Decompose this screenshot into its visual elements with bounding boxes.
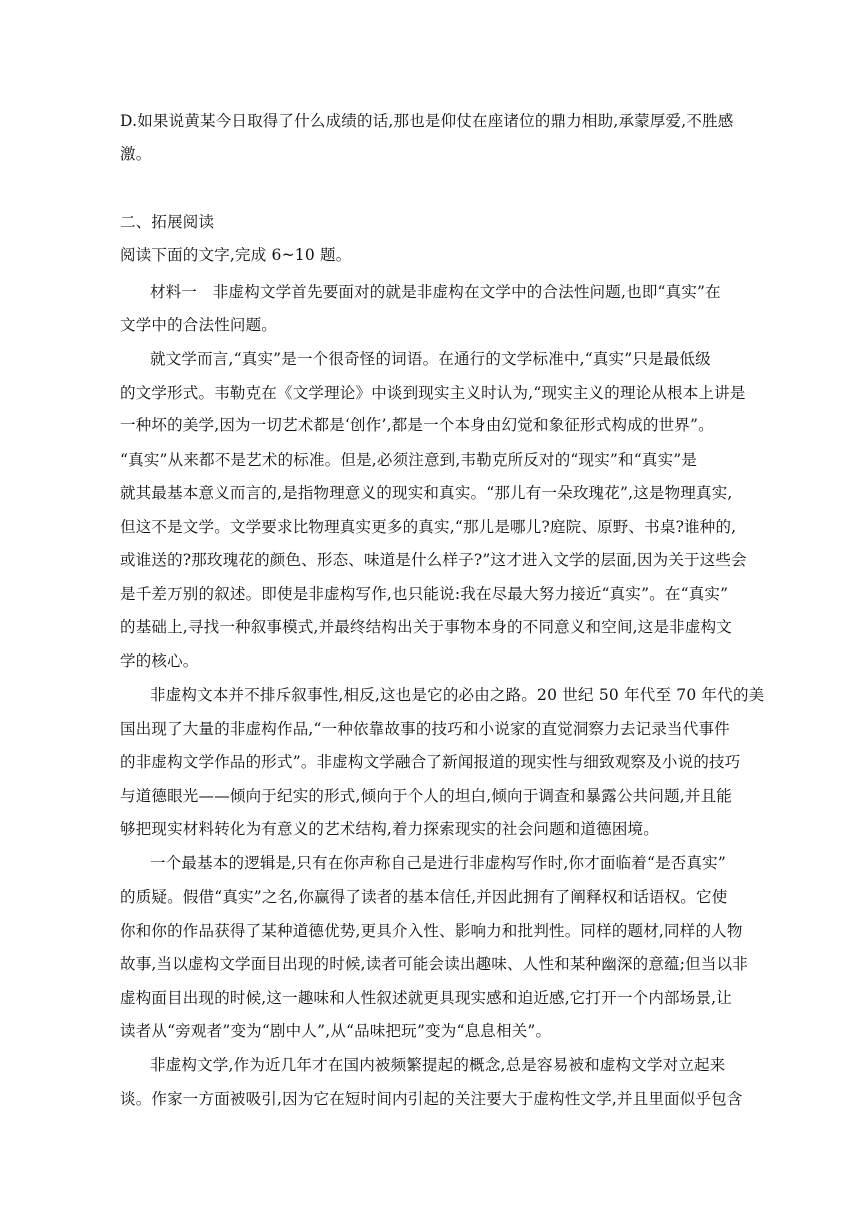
article-line: 学的核心。	[120, 652, 199, 670]
article-line: 一种坏的美学,因为一切艺术都是‘创作’,都是一个本身由幻觉和象征形式构成的世界”。	[120, 416, 714, 434]
article-line: 与道德眼光——倾向于纪实的形式,倾向于个人的坦白,倾向于调查和暴露公共问题,并且能	[120, 787, 732, 805]
article-line: 谈。作家一方面被吸引,因为它在短时间内引起的关注要大于虚构性文学,并且里面似乎包含	[120, 1090, 743, 1108]
article-line: 但这不是文学。文学要求比物理真实更多的真实,“那儿是哪儿?庭院、原野、书桌?谁种的,	[120, 518, 737, 536]
article-line: 够把现实材料转化为有意义的艺术结构,着力探索现实的社会问题和道德困境。	[120, 820, 659, 838]
article-line: 故事,当以虚构文学面目出现的时候,读者可能会读出趣味、人性和某种幽深的意蕴;但当以非	[120, 955, 748, 973]
article-line: “真实”从来都不是艺术的标准。但是,必须注意到,韦勒克所反对的“现实”和“真实”是	[120, 451, 698, 469]
article-line: 的文学形式。韦勒克在《文学理论》中谈到现实主义时认为,“现实主义的理论从根本上讲是	[120, 384, 746, 402]
article-line: 就文学而言,“真实”是一个很奇怪的词语。在通行的文学标准中,“真实”只是最低级	[150, 350, 711, 368]
section-heading: 二、拓展阅读	[120, 213, 215, 231]
article-line: 材料一 非虚构文学首先要面对的就是非虚构在文学中的合法性问题,也即“真实”在	[150, 283, 721, 301]
article-line: 文学中的合法性问题。	[120, 316, 278, 334]
article-line: 的基础上,寻找一种叙事模式,并最终结构出关于事物本身的不同意义和空间,这是非虚构文	[120, 618, 732, 636]
article-line: 就其最基本意义而言的,是指物理意义的现实和真实。“那儿有一朵玫瑰花”,这是物理真实,	[120, 484, 733, 502]
article-line: 你和你的作品获得了某种道德优势,更具介入性、影响力和批判性。同样的题材,同样的人物	[120, 922, 743, 940]
article-line: 一个最基本的逻辑是,只有在你声称自己是进行非虚构写作时,你才面临着“是否真实”	[150, 854, 727, 872]
article-line: 的非虚构文学作品的形式”。非虚构文学融合了新闻报道的现实性与细致观察及小说的技巧	[120, 753, 741, 771]
article-line: 读者从“旁观者”变为“剧中人”,从“品味把玩”变为“息息相关”。	[120, 1022, 552, 1040]
reading-instruction: 阅读下面的文字,完成 6~10 题。	[120, 246, 352, 264]
article-line: 或谁送的?那玫瑰花的颜色、形态、味道是什么样子?”这才进入文学的层面,因为关于这些会	[120, 551, 747, 569]
article-line: 非虚构文学,作为近几年才在国内被频繁提起的概念,总是容易被和虚构文学对立起来	[150, 1056, 726, 1074]
article-line: 国出现了大量的非虚构作品,“一种依靠故事的技巧和小说家的直觉洞察力去记录当代事件	[120, 720, 730, 738]
option-d-line-1: D.如果说黄某今日取得了什么成绩的话,那也是仰仗在座诸位的鼎力相助,承蒙厚爱,不胜感	[120, 112, 734, 130]
article-line: 虚构面目出现的时候,这一趣味和人性叙述就更具现实感和迫近感,它打开一个内部场景,让	[120, 989, 732, 1007]
article-line: 的质疑。假借“真实”之名,你赢得了读者的基本信任,并因此拥有了阐释权和话语权。它使	[120, 888, 728, 906]
article-line: 是千差万别的叙述。即使是非虚构写作,也只能说:我在尽最大努力接近“真实”。在“真实”	[120, 585, 729, 603]
option-d-line-2: 激。	[120, 145, 152, 163]
article-line: 非虚构文本并不排斥叙事性,相反,这也是它的必由之路。20 世纪 50 年代至 70 年代的美	[150, 686, 765, 704]
